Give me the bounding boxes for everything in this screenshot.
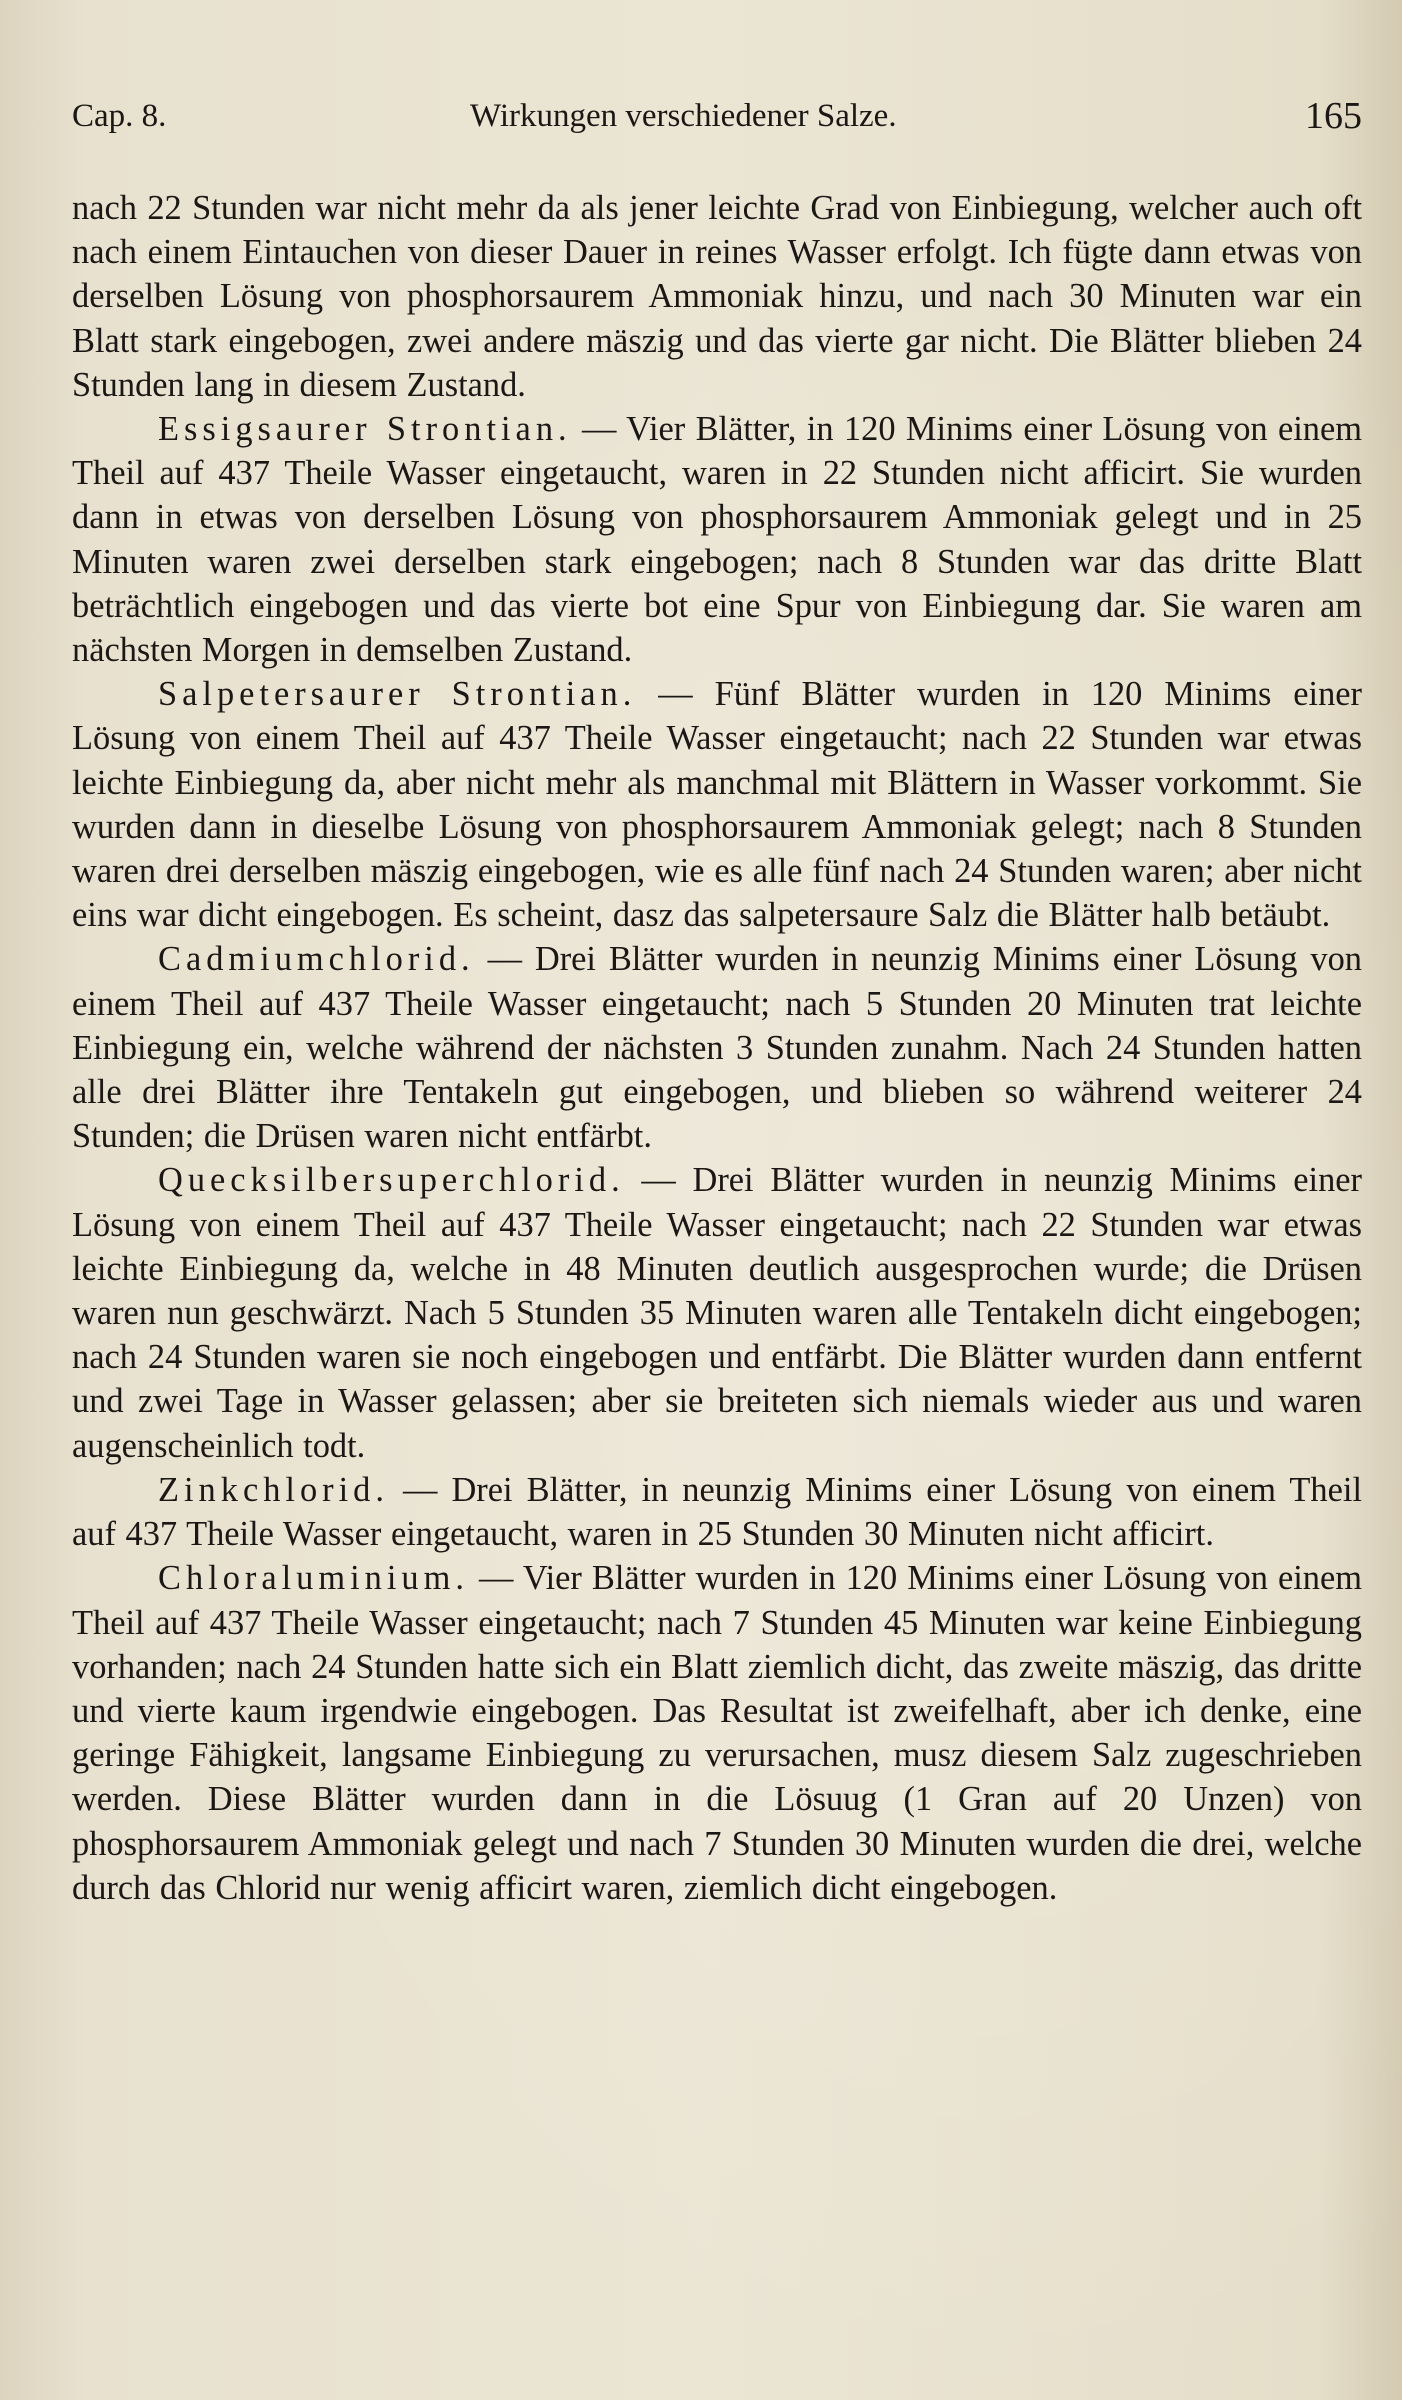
page-number: 165 — [1305, 95, 1362, 137]
paragraph-text: nach 22 Stunden war nicht mehr da als jener leichte Grad von Einbiegung, welcher auch oft nach einem Eintauchen von dieser Dauer in reines Wasser erfolgt. Ich fügte dann etwas von derselben Lösung von phosphorsaurem Ammoniak hinzu, und nach 30 Minuten war ein Blatt stark eingebogen, zwei andere mäszig und das vierte gar nicht. Die Blätter blieben 24 Stunden lang in diesem Zustand. — [72, 189, 1362, 404]
running-title: Wirkungen verschiedener Salze. — [470, 98, 897, 134]
paragraph-zinkchlorid — [72, 1468, 1362, 1556]
paragraph-cadmiumchlorid — [72, 937, 1362, 1158]
paragraph-heading: Cadmiumchlorid. — [158, 940, 475, 979]
paragraph-continuation — [72, 186, 1362, 407]
paragraph-text: — Vier Blätter wurden in 120 Minims einer Lösung von einem Theil auf 437 Theile Wasser eingetaucht; nach 7 Stunden 45 Minuten war keine Einbiegung vorhanden; nach 24 Stunden hatte sich ein Blatt ziemlich dicht, das zweite mäszig, das dritte und vierte kaum irgendwie eingebogen. Das Resultat ist zweifelhaft, aber ich denke, eine geringe Fähigkeit, langsame Einbiegung zu verursachen, musz diesem Salz zugeschrieben werden. Diese Blätter wurden dann in die Lösuug (1 Gran auf 20 Unzen) von phosphorsaurem Ammoniak gelegt und nach 7 Stunden 30 Minuten wurden die drei, welche durch das Chlorid nur wenig afficirt waren, ziemlich dicht eingebogen. — [72, 1559, 1362, 1907]
paragraph-heading: Quecksilbersuperchlorid. — [158, 1161, 625, 1200]
paragraph-chloraluminium — [72, 1556, 1362, 1910]
chapter-label: Cap. 8. — [72, 98, 167, 134]
running-head — [72, 92, 1362, 140]
paragraph-heading: Chloraluminium. — [158, 1559, 469, 1598]
paragraph-heading: Zinkchlorid. — [158, 1470, 389, 1509]
paragraph-text: — Fünf Blätter wurden in 120 Minims einer Lösung von einem Theil auf 437 Theile Wasser eingetaucht; nach 22 Stunden war etwas leichte Einbiegung da, aber nicht mehr als manchmal mit Blättern in Wasser vorkommt. Sie wurden dann in dieselbe Lösung von phosphorsaurem Ammoniak gelegt; nach 8 Stunden waren drei derselben mäszig eingebogen, wie es alle fünf nach 24 Stunden waren; aber nicht eins war dicht eingebogen. Es scheint, dasz das salpetersaure Salz die Blätter halb betäubt. — [72, 675, 1362, 935]
paragraph-heading: Salpetersaurer Strontian. — [158, 675, 637, 714]
paragraph-text: — Drei Blätter, in neunzig Minims einer Lösung von einem Theil auf 437 Theile Wasser eingetaucht, waren in 25 Stunden 30 Minuten nicht afficirt. — [72, 1470, 1362, 1554]
paragraph-heading: Essigsaurer Strontian. — [158, 410, 572, 449]
paragraph-quecksilbersuperchlorid — [72, 1158, 1362, 1467]
paragraph-salpetersaurer-strontian — [72, 672, 1362, 937]
paragraph-essigsaurer-strontian — [72, 407, 1362, 672]
paragraph-text: — Drei Blätter wurden in neunzig Minims einer Lösung von einem Theil auf 437 Theile Wasser eingetaucht; nach 5 Stunden 20 Minuten trat leichte Einbiegung ein, welche während der nächsten 3 Stunden zunahm. Nach 24 Stunden hatten alle drei Blätter ihre Tentakeln gut eingebogen, und blieben so während weiterer 24 Stunden; die Drüsen waren nicht entfärbt. — [72, 940, 1362, 1156]
paragraph-text: — Drei Blätter wurden in neunzig Minims einer Lösung von einem Theil auf 437 Theile Wasser eingetaucht; nach 22 Stunden war etwas leichte Einbiegung da, welche in 48 Minuten deutlich ausgesprochen wurde; die Drüsen waren nun geschwärzt. Nach 5 Stunden 35 Minuten waren alle Tentakeln dicht eingebogen; nach 24 Stunden waren sie noch eingebogen und entfärbt. Die Blätter wurden dann entfernt und zwei Tage in Wasser gelassen; aber sie breiteten sich niemals wieder aus und waren augenscheinlich todt. — [72, 1161, 1362, 1465]
body-text — [72, 186, 1362, 1910]
paragraph-text: — Vier Blätter, in 120 Minims einer Lösung von einem Theil auf 437 Theile Wasser eingetaucht, waren in 22 Stunden nicht afficirt. Sie wurden dann in etwas von derselben Lösung von phosphorsaurem Ammoniak gelegt und in 25 Minuten waren zwei derselben stark eingebogen; nach 8 Stunden war das dritte Blatt beträchtlich eingebogen und das vierte bot eine Spur von Einbiegung dar. Sie waren am nächsten Morgen in demselben Zustand. — [72, 410, 1362, 670]
